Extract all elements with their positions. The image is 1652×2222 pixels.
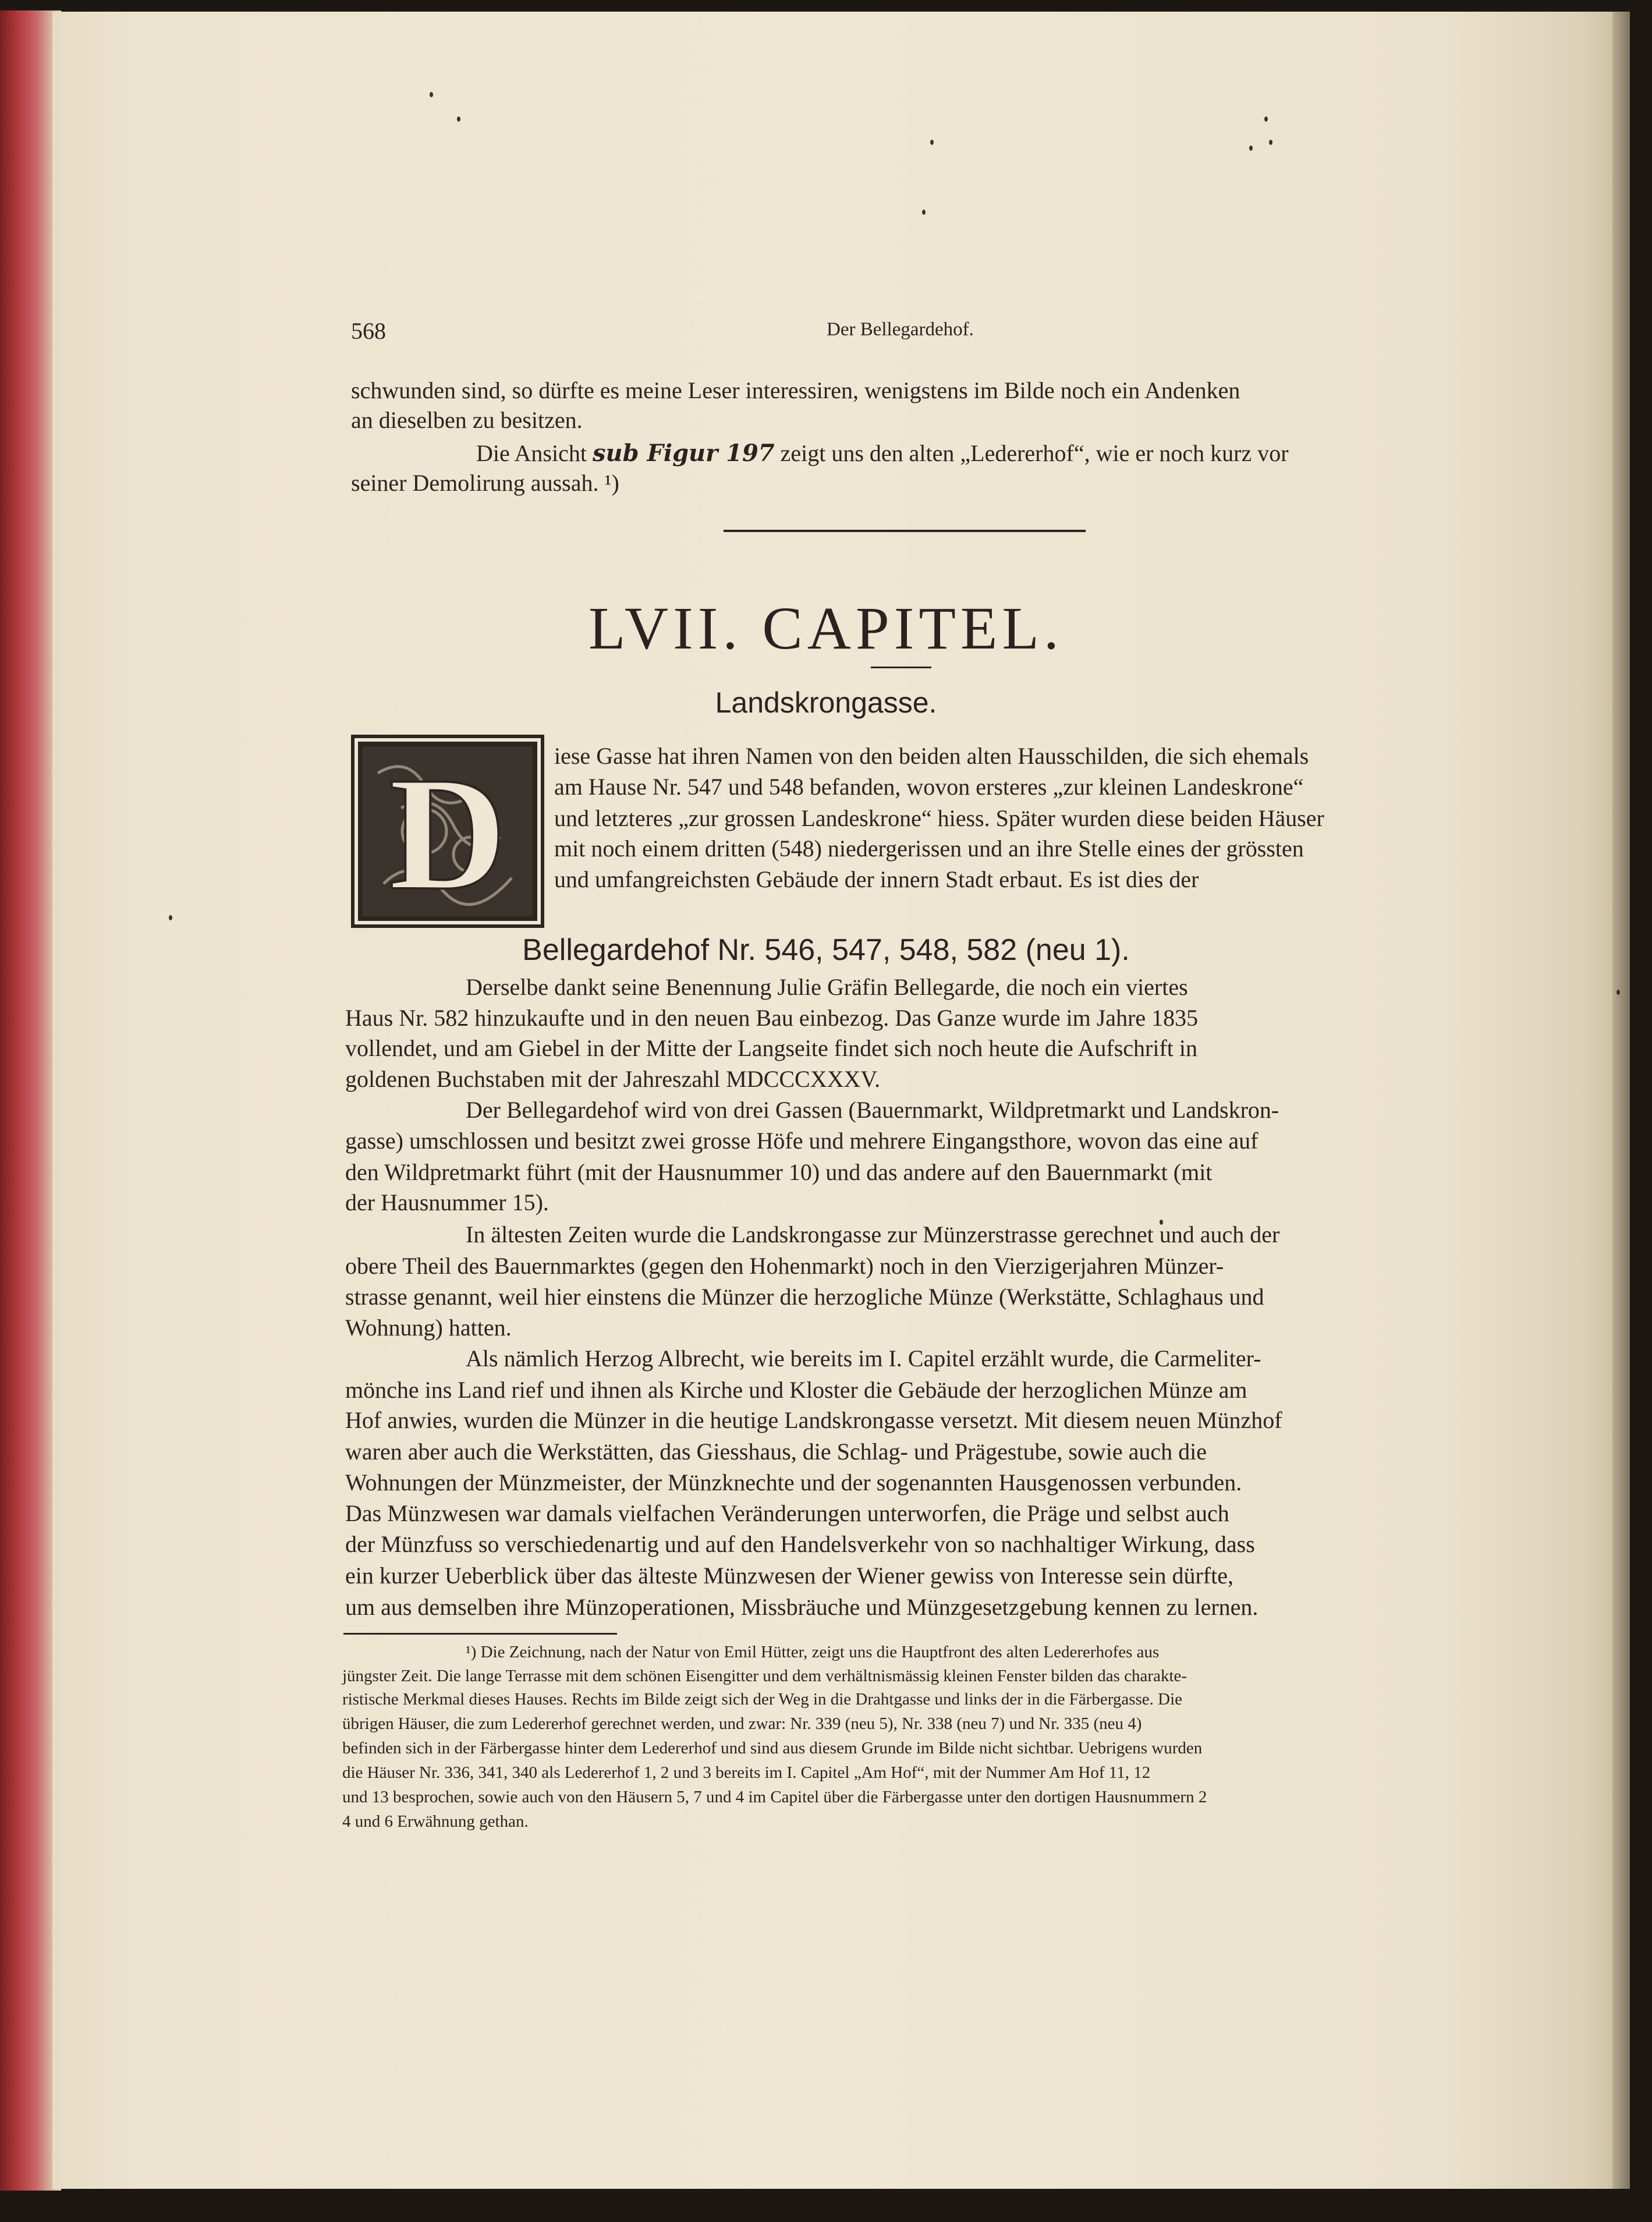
section-divider — [724, 530, 1086, 532]
paper-speck — [169, 915, 172, 920]
paper-speck — [930, 140, 934, 145]
paper-speck — [1249, 146, 1253, 151]
footnote-line: ristische Merkmal dieses Hauses. Rechts im Bilde zeigt sich der Weg in die Drahtgasse und links der in die Färbergasse. Die — [342, 1690, 1183, 1709]
footnote-line: die Häuser Nr. 336, 341, 340 als Ledererhof 1, 2 und 3 bereits im I. Capitel „Am Hof“, mit der Nummer Am Hof 11, 12 — [342, 1763, 1151, 1782]
body-line: Wohnungen der Münzmeister, der Münzknechte und der sogenannten Hausgenossen verbunden. — [345, 1469, 1242, 1495]
footnote-rule — [343, 1633, 617, 1635]
body-line: Als nämlich Herzog Albrecht, wie bereits im I. Capitel erzählt wurde, die Carmeliter- — [466, 1345, 1261, 1372]
chapter-short-rule — [871, 667, 931, 668]
section-heading: Bellegardehof Nr. 546, 547, 548, 582 (neu 1). — [522, 933, 1130, 967]
intro-line-3-post: zeigt uns den alten „Ledererhof“, wie er noch kurz vor — [774, 440, 1289, 466]
dropcap-line-2: am Hause Nr. 547 und 548 befanden, wovon ersteres „zur kleinen Landeskrone“ — [554, 774, 1304, 800]
street-heading: Landskrongasse. — [715, 686, 937, 719]
page-number: 568 — [351, 318, 386, 344]
body-line: gasse) umschlossen und besitzt zwei grosse Höfe und mehrere Eingangsthore, wovon das eine auf — [345, 1128, 1259, 1154]
paper-speck — [1269, 140, 1272, 145]
body-line: obere Theil des Bauernmarktes (gegen den Hohenmarkt) noch in den Vierzigerjahren Münzer- — [345, 1253, 1224, 1279]
footnote-line: 4 und 6 Erwähnung gethan. — [342, 1812, 529, 1831]
body-line: um aus demselben ihre Münzoperationen, Missbräuche und Münzgesetzgebung kennen zu lernen. — [345, 1594, 1259, 1620]
intro-line-1: schwunden sind, so dürfte es meine Leser interessiren, wenigstens im Bilde noch ein Andenken — [351, 377, 1240, 403]
body-line: Wohnung) hatten. — [345, 1314, 512, 1341]
body-line: In ältesten Zeiten wurde die Landskrongasse zur Münzerstrasse gerechnet und auch der — [466, 1221, 1280, 1248]
paper-speck — [1264, 116, 1268, 122]
body-line: Der Bellegardehof wird von drei Gassen (Bauernmarkt, Wildpretmarkt und Landskron- — [466, 1097, 1279, 1123]
running-title: Der Bellegardehof. — [827, 319, 974, 340]
dropcap-line-4: mit noch einem dritten (548) niedergerissen und an ihre Stelle eines der grössten — [554, 835, 1304, 862]
paper-speck — [1616, 990, 1620, 995]
body-line: goldenen Buchstaben mit der Jahreszahl MDCCCXXXV. — [345, 1066, 881, 1092]
body-line: der Hausnummer 15). — [345, 1189, 549, 1215]
body-line: Hof anwies, wurden die Münzer in die heutige Landskrongasse versetzt. Mit diesem neuen Münzhof — [345, 1407, 1282, 1433]
dropcap-line-5: und umfangreichsten Gebäude der innern Stadt erbaut. Es ist dies der — [554, 866, 1199, 892]
figure-reference: sub Figur 197 — [592, 440, 775, 467]
decorated-initial — [351, 735, 544, 928]
footnote-line: übrigen Häuser, die zum Ledererhof gerechnet werden, und zwar: Nr. 339 (neu 5), Nr. 338 (neu 7) und Nr. 335 (neu 4) — [342, 1714, 1142, 1733]
paper-speck — [457, 116, 460, 122]
dropcap-line-1: iese Gasse hat ihren Namen von den beiden alten Hausschilden, die sich ehemals — [554, 743, 1309, 769]
body-line: Haus Nr. 582 hinzukaufte und in den neuen Bau einbezog. Das Ganze wurde im Jahre 1835 — [345, 1005, 1199, 1031]
body-line: Das Münzwesen war damals vielfachen Veränderungen unterworfen, die Präge und selbst auch — [345, 1500, 1229, 1526]
dropcap-line-3: und letzteres „zur grossen Landeskrone“ hiess. Später wurden diese beiden Häuser — [554, 805, 1324, 831]
chapter-heading: LVII. CAPITEL. — [589, 595, 1063, 662]
body-line: mönche ins Land rief und ihnen als Kirche und Kloster die Gebäude der herzoglichen Münze am — [345, 1377, 1247, 1403]
intro-line-3 — [476, 440, 1289, 467]
initial-ornament-icon — [354, 738, 541, 924]
body-line: Derselbe dankt seine Benennung Julie Gräfin Bellegarde, die noch ein viertes — [466, 974, 1188, 1000]
initial-letter: D — [388, 743, 507, 924]
body-line: der Münzfuss so verschiedenartig und auf den Handelsverkehr von so nachhaltiger Wirkung, dass — [345, 1531, 1255, 1557]
body-line: strasse genannt, weil hier einstens die Münzer die herzogliche Münze (Werkstätte, Schlaghaus und — [345, 1284, 1264, 1310]
footnote-line: befinden sich in der Färbergasse hinter dem Ledererhof und sind aus diesem Grunde im Bilde nicht sichtbar. Uebrigens wurden — [342, 1739, 1203, 1757]
footnote-line: jüngster Zeit. Die lange Terrasse mit dem schönen Eisengitter und dem verhältnismässig kleinen Fenster bilden das charakte- — [342, 1667, 1187, 1685]
footnote-line: und 13 besprochen, sowie auch von den Häusern 5, 7 und 4 im Capitel über die Färbergasse unter den dortigen Hausnummern 2 — [342, 1788, 1207, 1806]
intro-line-4: seiner Demolirung aussah. ¹) — [351, 470, 619, 496]
intro-line-3-pre: Die Ansicht — [476, 440, 593, 466]
body-line: ein kurzer Ueberblick über das älteste Münzwesen der Wiener gewiss von Interesse sein dürfte, — [345, 1562, 1233, 1589]
body-line: den Wildpretmarkt führt (mit der Hausnummer 10) und das andere auf den Bauernmarkt (mit — [345, 1159, 1213, 1185]
body-line: vollendet, und am Giebel in der Mitte der Langseite findet sich noch heute die Aufschrift in — [345, 1035, 1198, 1061]
page-right-edge — [1612, 12, 1630, 2189]
body-line: waren aber auch die Werkstätten, das Giesshaus, die Schlag- und Prägestube, sowie auch die — [345, 1438, 1207, 1465]
paper-speck — [430, 92, 433, 97]
paper-speck — [922, 210, 926, 215]
intro-line-2: an dieselben zu besitzen. — [351, 407, 583, 433]
footnote-line: ¹) Die Zeichnung, nach der Natur von Emil Hütter, zeigt uns die Hauptfront des alten Ledererhofes aus — [466, 1643, 1160, 1661]
